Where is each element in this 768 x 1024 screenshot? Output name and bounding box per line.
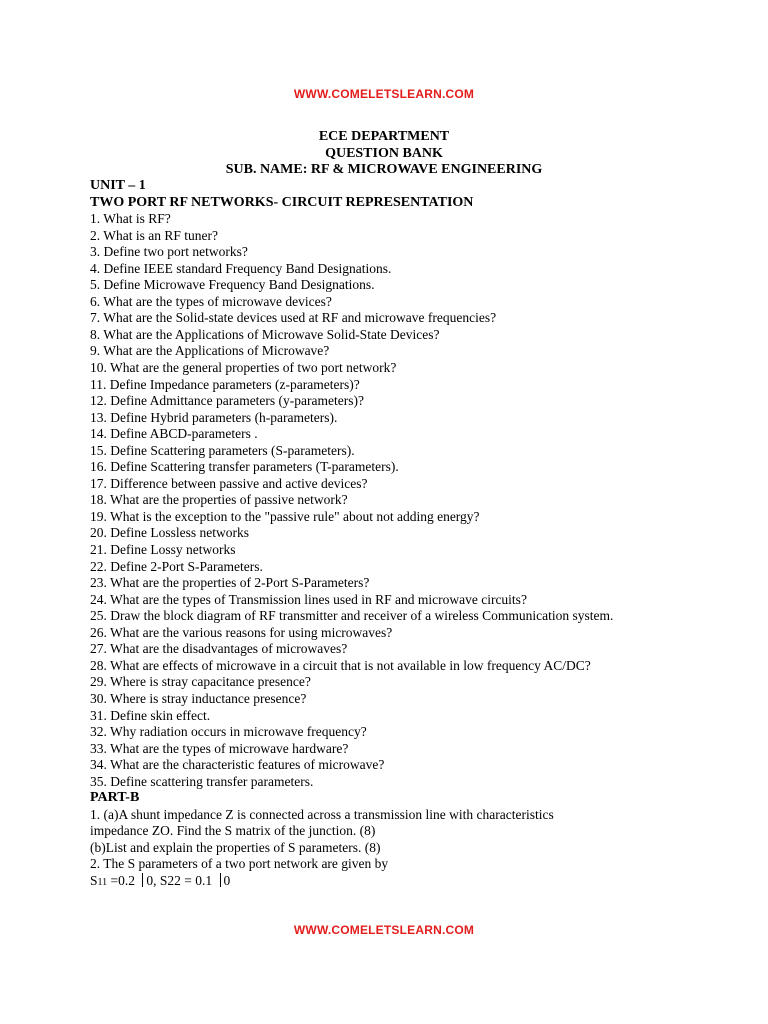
subject-title: SUB. NAME: RF & MICROWAVE ENGINEERING: [225, 162, 543, 177]
s11-subscript: 11: [97, 876, 108, 888]
question-item: 9. What are the Applications of Microwave?: [90, 343, 330, 359]
s22-angle: 0: [223, 872, 231, 888]
part-b-line: impedance ZO. Find the S matrix of the junction. (8): [90, 823, 376, 839]
question-item: 22. Define 2-Port S-Parameters.: [90, 558, 263, 574]
part-b-title: PART-B: [90, 790, 140, 806]
angle-bar-icon: [142, 873, 143, 887]
website-header[interactable]: WWW.COMELETSLEARN.COM: [293, 87, 475, 101]
question-item: 10. What are the general properties of two port network?: [90, 360, 397, 376]
part-b-line: (b)List and explain the properties of S parameters. (8): [90, 839, 381, 855]
document-heading: [0, 129, 768, 179]
department-title: ECE DEPARTMENT: [318, 129, 450, 144]
question-item: 16. Define Scattering transfer parameters (T-parameters).: [90, 459, 399, 475]
question-item: 21. Define Lossy networks: [90, 542, 236, 558]
question-item: 3. Define two port networks?: [90, 244, 248, 260]
question-item: 7. What are the Solid-state devices used at RF and microwave frequencies?: [90, 310, 497, 326]
question-item: 34. What are the characteristic features of microwave?: [90, 757, 385, 773]
question-item: 25. Draw the block diagram of RF transmitter and receiver of a wireless Communication system.: [90, 608, 614, 624]
question-item: 13. Define Hybrid parameters (h-parameters).: [90, 409, 338, 425]
part-b-line: 1. (a)A shunt impedance Z is connected across a transmission line with characteristics: [90, 806, 554, 822]
question-bank-content: [90, 178, 760, 890]
question-item: 11. Define Impedance parameters (z-parameters)?: [90, 376, 360, 392]
question-item: 20. Define Lossless networks: [90, 525, 249, 541]
question-item: 15. Define Scattering parameters (S-parameters).: [90, 442, 355, 458]
question-item: 17. Difference between passive and active devices?: [90, 475, 368, 491]
question-item: 32. Why radiation occurs in microwave frequency?: [90, 724, 367, 740]
part-b-line: 2. The S parameters of a two port network are given by: [90, 856, 389, 872]
unit-title: UNIT – 1: [90, 178, 146, 193]
question-item: 23. What are the properties of 2-Port S-Parameters?: [90, 575, 370, 591]
question-item: 28. What are effects of microwave in a circuit that is not available in low frequency AC/DC?: [90, 657, 591, 673]
unit-topic: TWO PORT RF NETWORKS- CIRCUIT REPRESENTATION: [90, 194, 474, 210]
s11-symbol: S: [90, 872, 98, 888]
angle-bar-icon: [220, 873, 221, 887]
s11-angle-and-s22: 0, S22 = 0.1: [146, 872, 216, 888]
question-item: 14. Define ABCD-parameters .: [90, 426, 258, 442]
question-item: 26. What are the various reasons for using microwaves?: [90, 624, 393, 640]
question-item: 24. What are the types of Transmission lines used in RF and microwave circuits?: [90, 591, 527, 607]
question-item: 5. Define Microwave Frequency Band Designations.: [90, 277, 375, 293]
question-item: 29. Where is stray capacitance presence?: [90, 674, 311, 690]
question-item: 27. What are the disadvantages of microwaves?: [90, 641, 348, 657]
question-item: 30. Where is stray inductance presence?: [90, 690, 307, 706]
question-item: 4. Define IEEE standard Frequency Band Designations.: [90, 260, 392, 276]
question-item: 19. What is the exception to the "passive rule" about not adding energy?: [90, 508, 480, 524]
question-item: 35. Define scattering transfer parameters.: [90, 773, 314, 789]
question-item: 2. What is an RF tuner?: [90, 227, 218, 243]
question-item: 8. What are the Applications of Microwave Solid-State Devices?: [90, 326, 440, 342]
question-item: 33. What are the types of microwave hardware?: [90, 740, 349, 756]
doc-type-title: QUESTION BANK: [325, 145, 443, 161]
s-parameter-line: [90, 873, 760, 890]
question-item: 18. What are the properties of passive network?: [90, 492, 348, 508]
s11-value: =0.2: [107, 872, 139, 888]
question-item: 12. Define Admittance parameters (y-parameters)?: [90, 393, 364, 409]
website-footer[interactable]: WWW.COMELETSLEARN.COM: [293, 923, 475, 937]
question-item: 6. What are the types of microwave devices?: [90, 293, 332, 309]
question-item: 31. Define skin effect.: [90, 707, 211, 723]
question-item: 1. What is RF?: [90, 211, 171, 227]
